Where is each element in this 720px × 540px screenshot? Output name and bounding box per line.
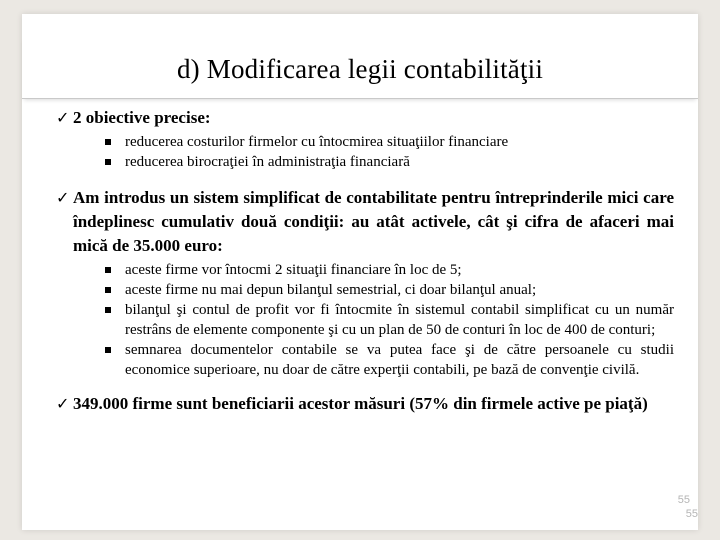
square-bullet-icon [105, 267, 111, 273]
sub-item: aceste firme vor întocmi 2 situaţii financiare în loc de 5; [102, 260, 674, 280]
page-number: 55 [677, 494, 690, 506]
slide-content [56, 106, 674, 416]
checkmark-icon: ✓ [56, 394, 70, 413]
square-bullet-icon [105, 347, 111, 353]
bullet-text: Am introdus un sistem simplificat de contabilitate pentru întreprinderile mici care îndeplinesc cumulativ două condiţii: au atât activele, cât şi cifra de afaceri mai mică de 35.000 euro: [73, 188, 674, 255]
bullet-text: 349.000 firme sunt beneficiarii acestor măsuri (57% din firmele active pe piaţă) [73, 394, 648, 413]
sub-item: semnarea documentelor contabile se va putea face şi de către persoanele cu studii economice superioare, nu doar de către experţii contabili, pe bază de convenţie civilă. [102, 340, 674, 380]
page-number-shadow: 55 [685, 508, 698, 520]
sub-item: bilanţul şi contul de profit vor fi întocmite în sistemul contabil simplificat cu un număr restrâns de elemente componente şi cu un plan de 50 de conturi în loc de 400 de conturi; [102, 300, 674, 340]
sub-item: reducerea costurilor firmelor cu întocmirea situaţiilor financiare [102, 132, 674, 152]
bullet-text: 2 obiective precise: [73, 108, 211, 127]
square-bullet-icon [105, 307, 111, 313]
bullet-simplified-system [56, 186, 674, 380]
title-bar [22, 36, 698, 99]
slide [22, 14, 698, 530]
sub-list [102, 132, 674, 172]
slide-title: d) Modificarea legii contabilităţii [176, 54, 544, 84]
sub-item: reducerea birocraţiei în administraţia financiară [102, 152, 674, 172]
checkmark-icon: ✓ [56, 188, 70, 207]
bullet-beneficiaries [56, 392, 674, 416]
square-bullet-icon [105, 159, 111, 165]
checkmark-icon: ✓ [56, 108, 70, 127]
sub-item: aceste firme nu mai depun bilanţul semestrial, ci doar bilanţul anual; [102, 280, 674, 300]
sub-list [102, 260, 674, 380]
square-bullet-icon [105, 287, 111, 293]
square-bullet-icon [105, 139, 111, 145]
bullet-objectives [56, 106, 674, 172]
